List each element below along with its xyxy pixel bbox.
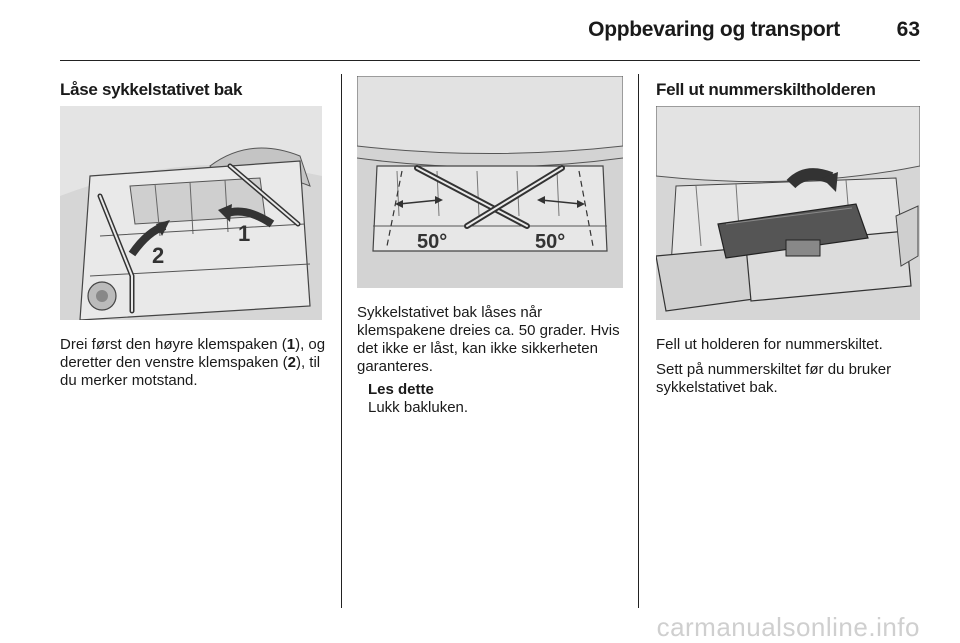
fold-out-instruction: Fell ut holderen for nummerskiltet. (656, 336, 883, 353)
column-divider-left (341, 74, 342, 608)
section-title-plate-holder: Fell ut nummerskiltholderen (656, 80, 876, 99)
figure-label-2: 2 (152, 243, 165, 268)
page-number: 63 (896, 18, 920, 41)
header-title: Oppbevaring og transport (588, 18, 840, 41)
section-title-lock-bike-rack: Låse sykkelstativet bak (60, 80, 243, 99)
instruction-text: Drei først den høyre klemspaken (1), og deretter den venstre klemspaken (2), til du merker motstand. (60, 336, 326, 389)
clamp-levers-illustration (60, 106, 322, 320)
column-divider-right (638, 74, 639, 608)
locking-description: Sykkelstativet bak låses når klemspakene dreies ca. 50 grader. Hvis det ikke er låst, kan ikke sikkerheten garanteres. (357, 304, 620, 375)
figure-lever-angle (357, 76, 623, 288)
plate-holder-illustration (656, 106, 920, 320)
figure-plate-holder (656, 106, 920, 320)
note-heading: Les dette (368, 381, 434, 398)
header-rule (60, 60, 920, 61)
note-text: Lukk bakluken. (368, 399, 469, 416)
angle-label-left: 50° (417, 231, 448, 253)
figure-clamp-levers (60, 106, 322, 320)
fit-plate-instruction: Sett på nummerskiltet før du bruker sykkelstativet bak. (656, 361, 892, 396)
lever-angle-illustration (357, 76, 623, 288)
angle-label-right: 50° (535, 231, 566, 253)
figure-label-1: 1 (238, 221, 251, 246)
watermark: carmanualsonline.info (656, 612, 920, 642)
